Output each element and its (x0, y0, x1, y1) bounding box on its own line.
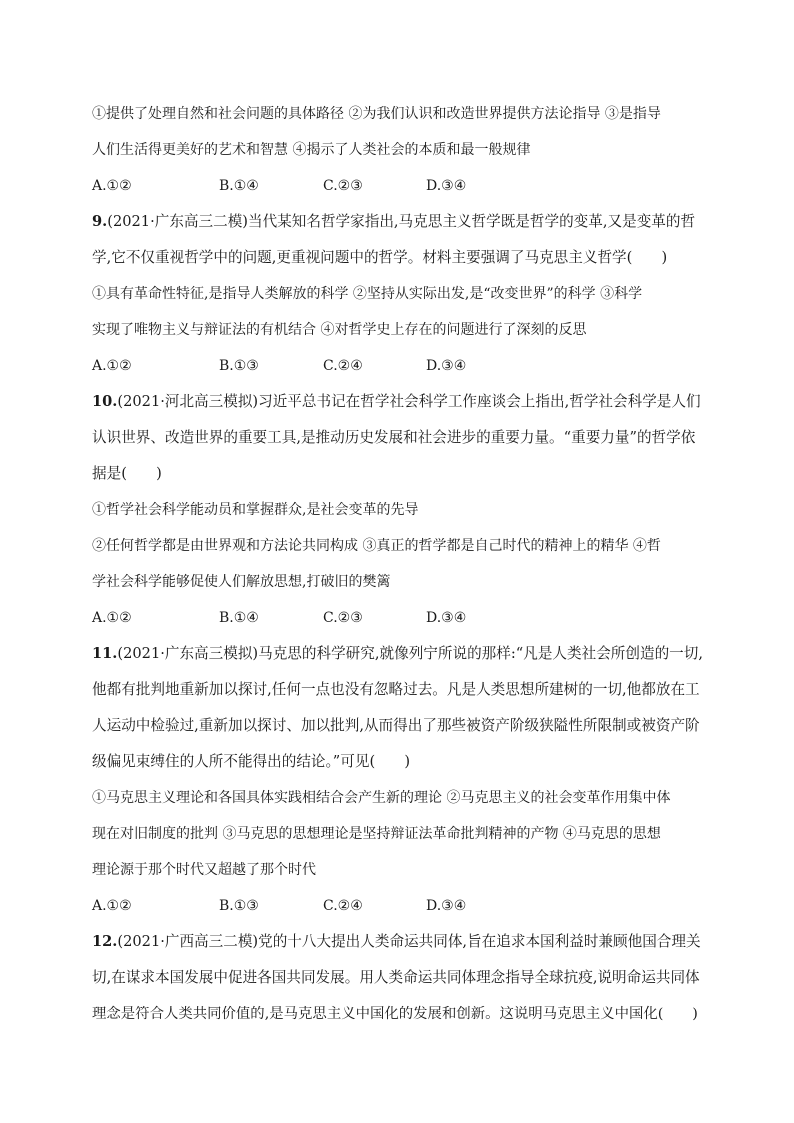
q8-option-c: C.②③ (323, 178, 363, 194)
q11-stem-line-2: 他都有批判地重新加以探讨,任何一点也没有忽略过去。凡是人类思想所建树的一切,他都放在工 (92, 681, 700, 698)
q10-stem-line-3: 据是( ) (92, 465, 162, 482)
q12-stem-line-2: 切,在谋求本国发展中促进各国共同发展。用人类命运共同体理念指导全球抗疫,说明命运共同体 (92, 969, 700, 986)
q10-number: 10. (92, 393, 118, 410)
q11-statement-line-3: 理论源于那个时代又超越了那个时代 (92, 862, 316, 878)
q11-option-b: B.①③ (219, 898, 259, 914)
q9-option-b: B.①③ (219, 358, 259, 374)
q11-option-c: C.②④ (323, 898, 363, 914)
q11-stem-line-4: 级偏见束缚住的人所不能得出的结论。”可见( ) (92, 753, 411, 770)
q11-option-a: A.①② (92, 898, 132, 914)
q12-stem-line-3: 理念是符合人类共同价值的,是马克思主义中国化的发展和创新。这说明马克思主义中国化( ) (92, 1006, 698, 1022)
q10-stem-line-1 (92, 393, 701, 411)
q10-stem-text: (2021·河北高三模拟)习近平总书记在哲学社会科学工作座谈会上指出,哲学社会科学是人们 (117, 393, 701, 410)
q12-stem-line-1 (92, 933, 701, 951)
q8-statement-line-1: ①提供了处理自然和社会问题的具体路径 ②为我们认识和改造世界提供方法论指导 ③是指导 (92, 106, 661, 122)
q10-option-c: C.②③ (323, 610, 363, 626)
q11-number: 11. (92, 645, 118, 662)
q8-option-a: A.①② (92, 178, 132, 194)
q11-statement-line-2: 现在对旧制度的批判 ③马克思的思想理论是坚持辩证法革命批判精神的产物 ④马克思的思想 (92, 826, 661, 842)
q10-option-d: D.③④ (426, 610, 467, 626)
q10-stem-line-2: 认识世界、改造世界的重要工具,是推动历史发展和社会进步的重要力量。“重要力量”的哲学依 (92, 429, 696, 446)
q9-option-a: A.①② (92, 358, 132, 374)
q9-option-d: D.③④ (426, 358, 467, 374)
q9-option-c: C.②④ (323, 358, 363, 374)
q11-stem-text: (2021·广东高三模拟)马克思的科学研究,就像列宁所说的那样:“凡是人类社会所创造的一切, (117, 645, 703, 662)
q11-stem-line-3: 人运动中检验过,重新加以探讨、加以批判,从而得出了那些被资产阶级狭隘性所限制或被资产阶 (92, 717, 700, 734)
q10-option-b: B.①④ (219, 610, 259, 626)
q8-option-b: B.①④ (219, 178, 259, 194)
q10-statement-line-2: ②任何哲学都是由世界观和方法论共同构成 ③真正的哲学都是自己时代的精神上的精华 ④哲 (92, 538, 661, 554)
q10-option-a: A.①② (92, 610, 132, 626)
q11-statement-line-1: ①马克思主义理论和各国具体实践相结合会产生新的理论 ②马克思主义的社会变革作用集中体 (92, 790, 671, 806)
q9-stem-text: (2021·广东高三二模)当代某知名哲学家指出,马克思主义哲学既是哲学的变革,又是变革的哲 (107, 213, 696, 230)
q12-stem-text: (2021·广西高三二模)党的十八大提出人类命运共同体,旨在追求本国利益时兼顾他国合理关 (117, 933, 701, 950)
q11-stem-line-1 (92, 645, 703, 663)
q8-statement-line-2: 人们生活得更美好的艺术和智慧 ④揭示了人类社会的本质和最一般规律 (92, 142, 531, 158)
q11-option-d: D.③④ (426, 898, 467, 914)
q12-number: 12. (92, 933, 118, 950)
q10-statement-line-1: ①哲学社会科学能动员和掌握群众,是社会变革的先导 (92, 502, 419, 518)
q8-option-d: D.③④ (426, 178, 467, 194)
q10-statement-line-3: 学社会科学能够促使人们解放思想,打破旧的樊篱 (92, 574, 391, 590)
q9-statement-line-1: ①具有革命性特征,是指导人类解放的科学 ②坚持从实际出发,是“改变世界”的科学 ③科学 (92, 286, 643, 302)
q9-stem-line-1 (92, 213, 695, 231)
q9-number: 9. (92, 213, 108, 230)
q9-stem-line-2: 学,它不仅重视哲学中的问题,更重视问题中的哲学。材料主要强调了马克思主义哲学( ) (92, 249, 668, 266)
q9-statement-line-2: 实现了唯物主义与辩证法的有机结合 ④对哲学史上存在的问题进行了深刻的反思 (92, 322, 587, 338)
